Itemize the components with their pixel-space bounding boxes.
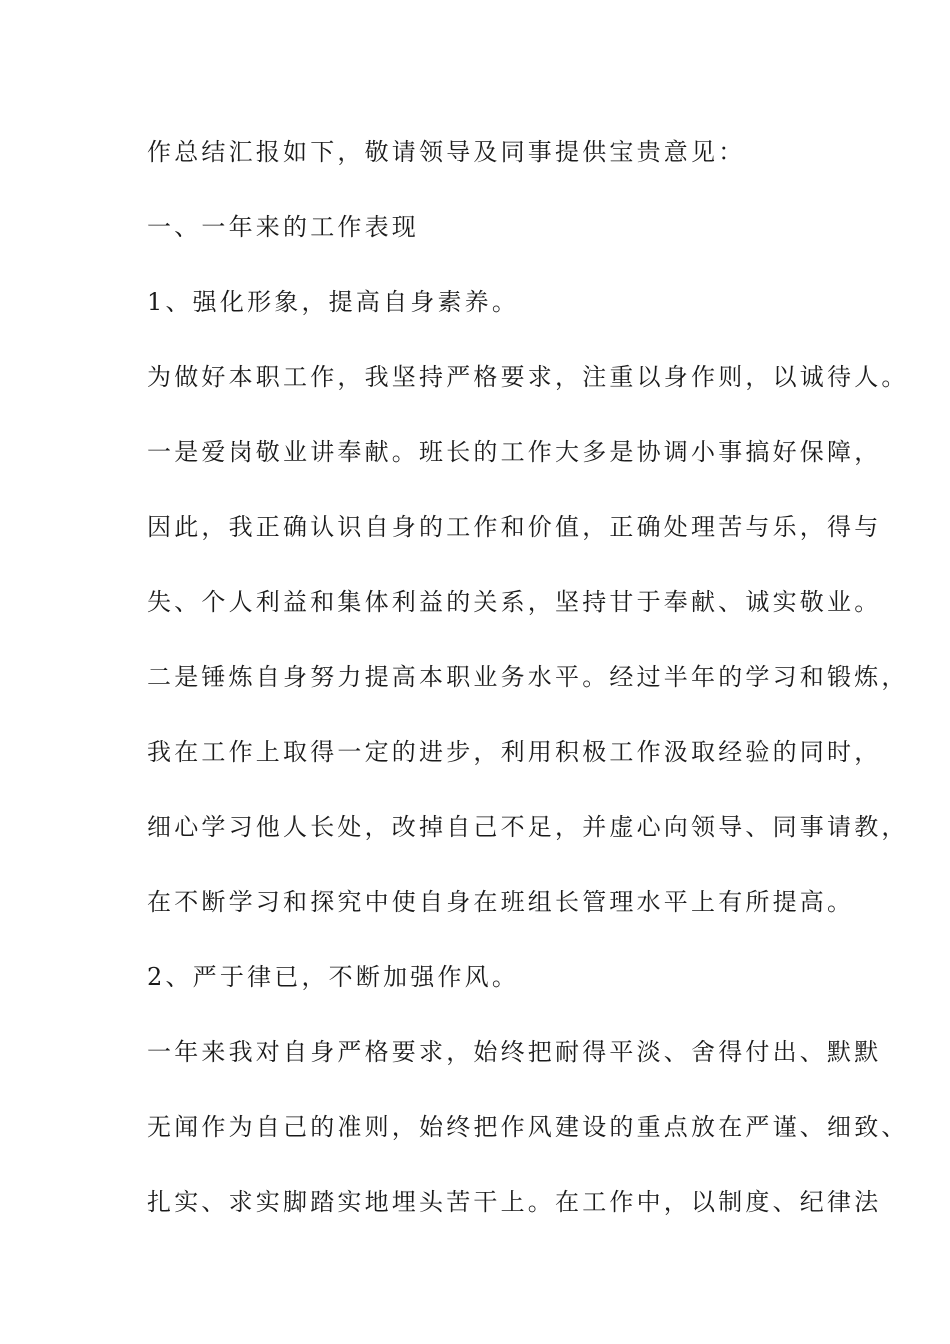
text-line: 细心学习他人长处，改掉自己不足，并虚心向领导、同事请教， [147, 813, 909, 841]
text-line: 失、个人利益和集体利益的关系，坚持甘于奉献、诚实敬业。 [147, 588, 882, 616]
subsection-heading: 2、严于律已，不断加强作风。 [147, 963, 520, 991]
text-line: 无闻作为自己的准则，始终把作风建设的重点放在严谨、细致、 [147, 1113, 909, 1141]
text-line: 为做好本职工作，我坚持严格要求，注重以身作则，以诚待人。 [147, 363, 909, 391]
text-line: 一年来我对自身严格要求，始终把耐得平淡、舍得付出、默默 [147, 1038, 882, 1066]
text-line: 一是爱岗敬业讲奉献。班长的工作大多是协调小事搞好保障， [147, 438, 882, 466]
section-heading: 一、一年来的工作表现 [147, 213, 419, 241]
subsection-heading: 1、强化形象，提高自身素养。 [147, 288, 520, 316]
text-line: 扎实、求实脚踏实地埋头苦干上。在工作中，以制度、纪律法 [147, 1188, 882, 1216]
text-line: 我在工作上取得一定的进步，利用积极工作汲取经验的同时， [147, 738, 882, 766]
text-line: 在不断学习和探究中使自身在班组长管理水平上有所提高。 [147, 888, 855, 916]
text-line: 作总结汇报如下，敬请领导及同事提供宝贵意见： [147, 138, 746, 166]
text-line: 因此，我正确认识自身的工作和价值，正确处理苦与乐，得与 [147, 513, 882, 541]
text-line: 二是锤炼自身努力提高本职业务水平。经过半年的学习和锻炼， [147, 663, 909, 691]
